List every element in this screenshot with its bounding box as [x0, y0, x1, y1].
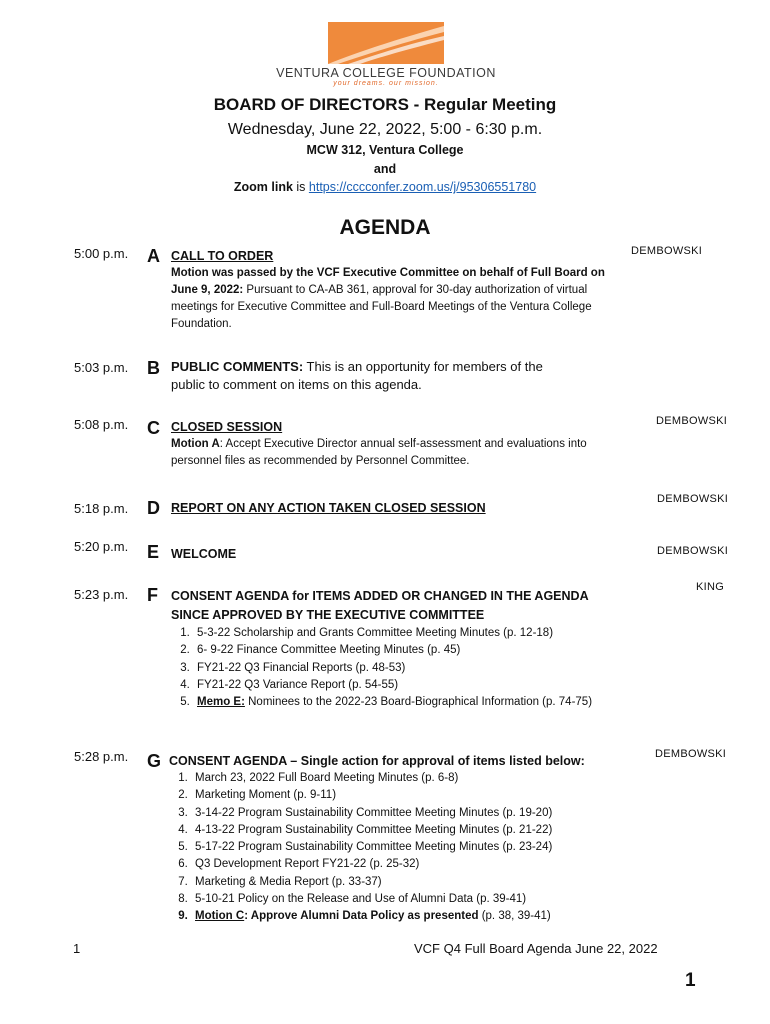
- footer-doc-title: VCF Q4 Full Board Agenda June 22, 2022: [414, 941, 658, 956]
- letter-f: F: [147, 585, 158, 605]
- zoom-is: is: [292, 180, 309, 194]
- section-g: [169, 752, 629, 926]
- time-e: 5:20 p.m.: [74, 539, 129, 554]
- letter-d: D: [147, 498, 160, 518]
- consent-agenda-f-heading: CONSENT AGENDA for ITEMS ADDED OR CHANGED IN THE AGENDA SINCE APPROVED BY THE EXECUTIVE COMMITTEE: [171, 589, 589, 622]
- footer-page-left: 1: [73, 941, 81, 956]
- agenda-heading: AGENDA: [339, 216, 431, 239]
- section-c-motion: [171, 436, 611, 470]
- report-closed-session-heading: REPORT ON ANY ACTION TAKEN CLOSED SESSION: [171, 501, 486, 515]
- motion-a-label: Motion A: [171, 438, 220, 450]
- section-a: [171, 247, 631, 333]
- foundation-logo: [276, 22, 496, 90]
- meeting-location: MCW 312, Ventura College: [306, 143, 464, 157]
- list-item: 6. Q3 Development Report FY21-22 (p. 25-32): [191, 856, 629, 873]
- meeting-title: BOARD OF DIRECTORS - Regular Meeting: [213, 95, 557, 114]
- list-item: [193, 694, 619, 711]
- section-f: [171, 587, 619, 711]
- letter-e: E: [147, 542, 160, 562]
- logo-swoosh-icon: [328, 22, 444, 64]
- list-item: 2. Marketing Moment (p. 9-11): [191, 787, 629, 804]
- motion-a-text: : Accept Executive Director annual self-assessment and evaluations into personnel files as recommended by Personnel Committee.: [171, 438, 587, 467]
- time-a: 5:00 p.m.: [74, 246, 129, 261]
- presenter-d: DEMBOWSKI: [657, 493, 729, 505]
- public-comments-text: This is an opportunity for members of the public to comment on items on this agenda.: [171, 359, 543, 392]
- consent-agenda-g-heading: CONSENT AGENDA – Single action for approval of items listed below:: [169, 754, 585, 768]
- section-a-motion-bold: Motion was passed by the VCF Executive Committee on behalf of Full Board on June 9, 2022:: [171, 267, 605, 296]
- motion-c-label: Motion C: [195, 910, 245, 923]
- letter-g: G: [147, 751, 162, 771]
- letter-a: A: [147, 246, 160, 266]
- motion-c-text: (p. 38, 39-41): [478, 910, 551, 923]
- section-a-motion: [171, 265, 631, 333]
- letter-b: B: [147, 358, 160, 378]
- presenter-f: KING: [696, 581, 725, 593]
- time-c: 5:08 p.m.: [74, 417, 129, 432]
- logo-tagline: your dreams. our mission.: [333, 80, 439, 87]
- list-item: 1. 5-3-22 Scholarship and Grants Committee Meeting Minutes (p. 12-18): [193, 625, 619, 642]
- list-item: 5. 5-17-22 Program Sustainability Committee Meeting Minutes (p. 23-24): [191, 839, 629, 856]
- time-d: 5:18 p.m.: [74, 501, 129, 516]
- list-item: 3. 3-14-22 Program Sustainability Committee Meeting Minutes (p. 19-20): [191, 805, 629, 822]
- closed-session-heading: CLOSED SESSION: [171, 420, 283, 434]
- list-item: 3. FY21-22 Q3 Financial Reports (p. 48-53): [193, 660, 619, 677]
- zoom-label: Zoom link: [233, 180, 293, 194]
- zoom-line: [0, 180, 770, 194]
- section-c: [171, 418, 611, 470]
- consent-agenda-f-list: [171, 625, 619, 711]
- and-text: and: [373, 162, 397, 176]
- call-to-order-heading: CALL TO ORDER: [171, 249, 274, 263]
- motion-c-bold: : Approve Alumni Data Policy as presented: [244, 910, 479, 923]
- presenter-g: DEMBOWSKI: [655, 748, 727, 760]
- meeting-date: Wednesday, June 22, 2022, 5:00 - 6:30 p.m.: [227, 121, 543, 138]
- presenter-a: DEMBOWSKI: [631, 245, 703, 257]
- memo-e-text: Nominees to the 2022-23 Board-Biographical Information (p. 74-75): [244, 696, 593, 709]
- time-g: 5:28 p.m.: [74, 749, 129, 764]
- page-number: 1: [685, 970, 696, 991]
- list-item: 7. Marketing & Media Report (p. 33-37): [191, 874, 629, 891]
- zoom-link[interactable]: https://cccconfer.zoom.us/j/95306551780: [308, 180, 537, 194]
- memo-e-label: Memo E:: [197, 696, 245, 709]
- list-item: [191, 908, 629, 925]
- presenter-c: DEMBOWSKI: [656, 415, 728, 427]
- time-b: 5:03 p.m.: [74, 360, 129, 375]
- section-a-motion-text: Pursuant to CA-AB 361, approval for 30-day authorization of virtual meetings for Executive Committee and Full-Board Meetings of the Ventura College Foundation.: [171, 284, 592, 330]
- welcome-heading: WELCOME: [171, 547, 237, 561]
- section-b: [171, 358, 571, 394]
- list-item: 4. FY21-22 Q3 Variance Report (p. 54-55): [193, 677, 619, 694]
- time-f: 5:23 p.m.: [74, 587, 129, 602]
- list-item: 1. March 23, 2022 Full Board Meeting Minutes (p. 6-8): [191, 770, 629, 787]
- letter-c: C: [147, 418, 160, 438]
- public-comments-heading: PUBLIC COMMENTS:: [171, 359, 304, 374]
- list-item: 4. 4-13-22 Program Sustainability Committee Meeting Minutes (p. 21-22): [191, 822, 629, 839]
- presenter-e: DEMBOWSKI: [657, 545, 729, 557]
- logo-name: VENTURA COLLEGE FOUNDATION: [276, 66, 496, 80]
- list-item: 2. 6- 9-22 Finance Committee Meeting Minutes (p. 45): [193, 642, 619, 659]
- list-item: 8. 5-10-21 Policy on the Release and Use of Alumni Data (p. 39-41): [191, 891, 629, 908]
- consent-agenda-g-list: [169, 770, 629, 926]
